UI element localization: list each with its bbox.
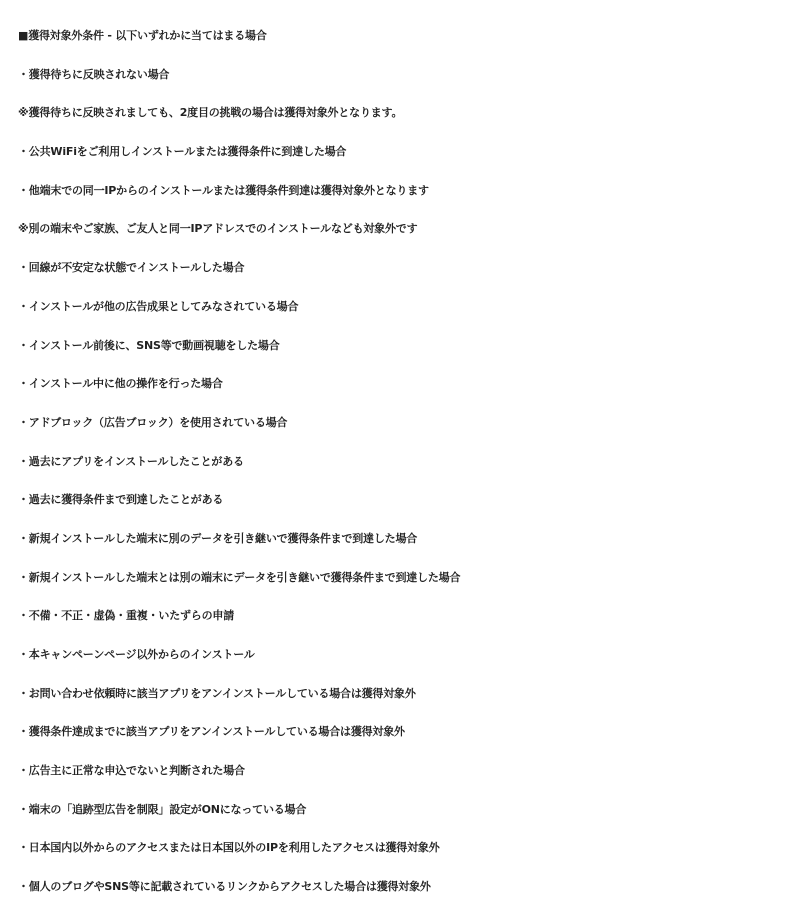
condition-line: ・日本国内以外からのアクセスまたは日本国以外のIPを利用したアクセスは獲得対象外 <box>18 841 440 855</box>
condition-line: ・インストール前後に、SNS等で動画視聴をした場合 <box>18 338 280 352</box>
note-line: ※獲得待ちに反映されましても、2度目の挑戦の場合は獲得対象外となります。 <box>18 106 403 120</box>
condition-line: ・広告主に正常な申込でないと判断された場合 <box>18 764 245 778</box>
condition-line: ・個人のブログやSNS等に記載されているリンクからアクセスした場合は獲得対象外 <box>18 880 431 894</box>
condition-line: ・他端末での同一IPからのインストールまたは獲得条件到達は獲得対象外となります <box>18 183 429 197</box>
condition-line: ・回線が不安定な状態でインストールした場合 <box>18 261 245 275</box>
note-line: ※別の端末やご家族、ご友人と同一IPアドレスでのインストールなども対象外です <box>18 222 418 236</box>
condition-line: ・インストールが他の広告成果としてみなされている場合 <box>18 299 299 313</box>
condition-line: ・新規インストールした端末とは別の端末にデータを引き継いで獲得条件まで到達した場合 <box>18 570 461 584</box>
condition-line: ・インストール中に他の操作を行った場合 <box>18 377 223 391</box>
condition-line: ・獲得条件達成までに該当アプリをアンインストールしている場合は獲得対象外 <box>18 725 405 739</box>
section-heading: ■獲得対象外条件 - 以下いずれかに当てはまる場合 <box>18 29 267 42</box>
condition-line: ・過去にアプリをインストールしたことがある <box>18 454 244 468</box>
condition-line: ・本キャンペーンページ以外からのインストール <box>18 648 255 661</box>
condition-line: ・不備・不正・虚偽・重複・いたずらの申請 <box>18 609 234 623</box>
condition-line: ・アドブロック（広告ブロック）を使用されている場合 <box>18 415 288 429</box>
condition-line: ・お問い合わせ依頼時に該当アプリをアンインストールしている場合は獲得対象外 <box>18 686 416 700</box>
condition-line: ・端末の「追跡型広告を制限」設定がONになっている場合 <box>18 802 307 816</box>
condition-line: ・新規インストールした端末に別のデータを引き継いで獲得条件まで到達した場合 <box>18 531 418 545</box>
condition-line: ・公共WiFiをご利用しインストールまたは獲得条件に到達した場合 <box>18 145 347 159</box>
condition-line: ・過去に獲得条件まで到達したことがある <box>18 493 224 507</box>
condition-line: ・獲得待ちに反映されない場合 <box>18 67 170 81</box>
